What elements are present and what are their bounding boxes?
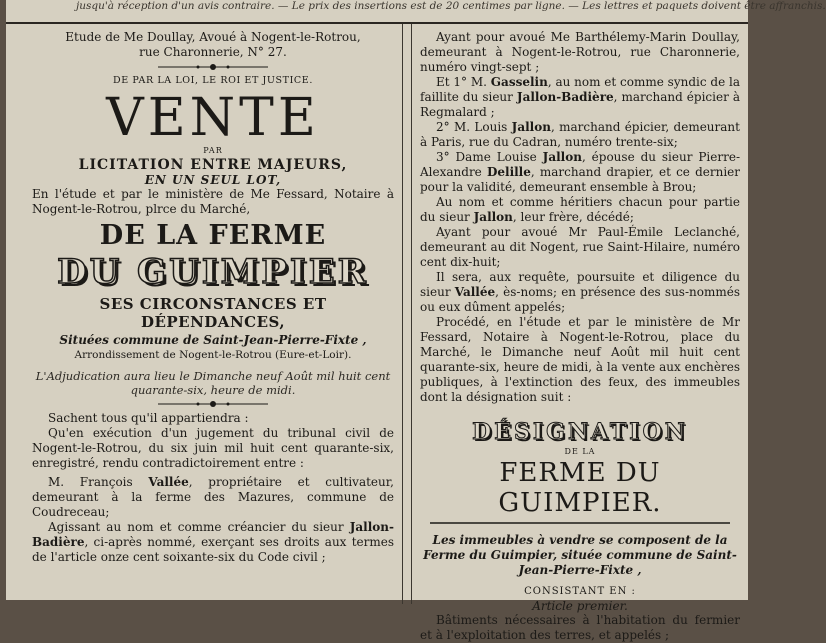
paragraph-avoue-doullay: Ayant pour avoué Me Barthélemy-Marin Doullay, demeurant à Nogent-le-Rotrou, rue Charonnerie, numéro vingt-sept ; (420, 30, 740, 74)
name-delille: Delille (486, 165, 531, 179)
name-jallon: Jallon (473, 210, 513, 224)
immeubles-statement: Les immeubles à vendre se composent de la Ferme du Guimpier, située commune de Saint-Jean-Pierre-Fixte , (423, 533, 737, 577)
paragraph-louis-jallon (420, 120, 740, 150)
text-run: , marchand épicier à Regmalard ; (420, 90, 740, 119)
text-run: , marchand drapier, et ce dernier pour la validité, demeurant ensemble à Brou; (420, 165, 741, 194)
header-strip: jusqu'à réception d'un avis contraire. — Le prix des insertions est de 20 centimes par ligne. — Les lettres et paquets doivent être affranchis. (76, 0, 826, 12)
licitation-heading: LICITATION ENTRE MAJEURS, (78, 157, 348, 173)
paragraph-agissant (32, 520, 394, 565)
header-rule (6, 22, 748, 24)
text-run: 2° M. Louis (436, 120, 512, 134)
loi-heading: DE PAR LA LOI, LE ROI ET JUSTICE. (113, 75, 313, 86)
newspaper-page (6, 0, 826, 642)
text-run: Agissant au nom et comme créancier du sieur (48, 520, 350, 534)
article-premier: Article premier. (532, 599, 628, 613)
ornament-divider (158, 63, 268, 71)
name-vallee: Vallée (454, 285, 496, 299)
text-run: , leur frère, décédé; (512, 210, 634, 224)
ferme-du-guimpier-heading: FERME DU GUIMPIER. (498, 458, 662, 518)
paragraph-execution: Qu'en exécution d'un jugement du tribunal civil de Nogent-le-Rotrou, du six juin mil huit cent quarante-six, enregistré, rendu contradictoirement entre : (32, 426, 394, 470)
un-seul-lot: EN UN SEUL LOT, (144, 173, 282, 187)
name-jallon: Jallon (511, 120, 551, 134)
name-jallon-badiere: Jallon-Badière (32, 520, 394, 549)
consistant-label: CONSISTANT EN : (524, 586, 636, 597)
ornament-divider-2 (158, 400, 268, 408)
left-column (32, 30, 394, 565)
vente-title: VENTE (106, 88, 320, 148)
de-la-label: DE LA (564, 447, 596, 456)
arrondissement-line: Arrondissement de Nogent-le-Rotrou (Eure-et-Loir). (74, 349, 352, 361)
rule-divider (430, 521, 730, 525)
text-run: Et 1° M. (436, 75, 491, 89)
text-run: , au nom et comme syndic de la faillite du sieur (420, 75, 741, 104)
column-divider (402, 24, 412, 604)
text-run: , ès-noms; en présence des sus-nommés ou eux dûment appelés; (420, 285, 740, 314)
name-jallon-badiere: Jallon-Badière (516, 90, 614, 104)
paragraph-heritiers (420, 195, 740, 225)
paragraph-leclanche: Ayant pour avoué Mr Paul-Émile Leclanché, demeurant au dit Nogent, rue Saint-Hilaire, numéro cent dix-huit; (420, 225, 740, 269)
par-label: PAR (203, 146, 223, 155)
paragraph-louise-jallon (420, 150, 740, 195)
du-guimpier-heading: DU GUIMPIER (57, 252, 369, 292)
text-run: Il sera, aux requête, poursuite et diligence du sieur (420, 270, 740, 299)
text-run: Au nom et comme héritiers chacun pour partie du sieur (420, 195, 740, 224)
text-run: , ci-après nommé, exerçant ses droits aux termes de l'article onze cent soixante-six du Code civil ; (32, 535, 394, 564)
situees-line: Situées commune de Saint-Jean-Pierre-Fixte , (59, 333, 367, 347)
right-column (420, 30, 740, 643)
paragraph-vallee (32, 475, 394, 520)
text-run: M. François (48, 475, 149, 489)
designation-heading: DÉSIGNATION (472, 419, 688, 445)
circonstances-heading: SES CIRCONSTANCES ET DÉPENDANCES, (99, 295, 327, 331)
text-run: 3° Dame Louise (436, 150, 543, 164)
etude-line-2: rue Charonnerie, N° 27. (139, 45, 287, 59)
paragraph-gasselin (420, 75, 740, 120)
paragraph-batiments: Bâtiments nécessaires à l'habitation du fermier et à l'exploitation des terres, et appelés ; (420, 613, 740, 642)
text-run: , propriétaire et cultivateur, demeurant à la ferme des Mazures, commune de Coudreceau; (32, 475, 394, 519)
text-run: , marchand épicier, demeurant à Paris, rue du Cadran, numéro trente-six; (420, 120, 740, 149)
adjudication-notice: L'Adjudication aura lieu le Dimanche neuf Août mil huit cent quarante-six, heure de midi. (35, 369, 391, 397)
paragraph-sachent: Sachent tous qu'il appartiendra : (48, 411, 249, 425)
name-jallon: Jallon (542, 150, 582, 164)
etude-line-1: Etude de Me Doullay, Avoué à Nogent-le-Rotrou, (65, 30, 361, 44)
paragraph-requete (420, 270, 740, 315)
name-gasselin: Gasselin (490, 75, 548, 89)
paragraph-procede: Procédé, en l'étude et par le ministère de Mr Fessard, Notaire à Nogent-le-Rotrou, place du Marché, le Dimanche neuf Août mil huit cent quarante-six, heure de midi, à la vente aux enchères publiques, à l'extinction des feux, des immeubles dont la désignation suit : (420, 315, 740, 404)
de-la-ferme-heading: DE LA FERME (99, 220, 327, 251)
etude-fessard: En l'étude et par le ministère de Me Fessard, Notaire à Nogent-le-Rotrou, plrce du Marché, (32, 187, 394, 216)
text-run: , épouse du sieur Pierre-Alexandre (420, 150, 741, 179)
name-vallee: Vallée (148, 475, 189, 489)
